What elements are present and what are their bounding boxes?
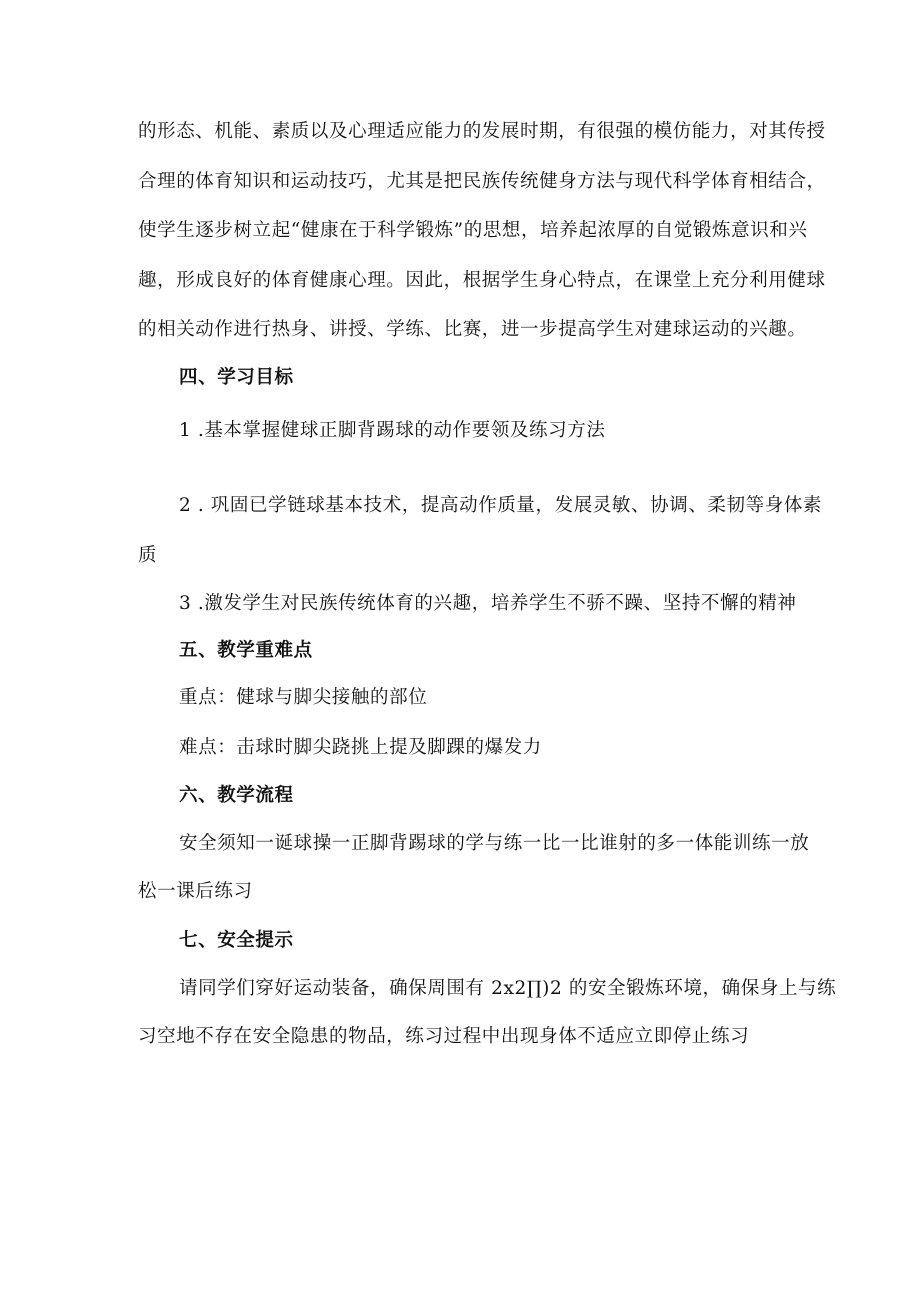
- paragraph-line: 趣，形成良好的体育健康心理。因此，根据学生身心特点，在课堂上充分利用健球: [138, 270, 826, 291]
- paragraph-line: 松一课后练习: [138, 881, 253, 902]
- paragraph-line: 合理的体育知识和运动技巧，尤其是把民族传统健身方法与现代科学体育相结合，: [138, 171, 826, 192]
- section-heading-teaching-flow: 六、教学流程: [179, 785, 294, 806]
- paragraph-line: 习空地不存在安全隐患的物品，练习过程中出现身体不适应立即停止练习: [138, 1026, 750, 1047]
- difficult-point-text: 难点：击球时脚尖跷挑上提及脚踝的爆发力: [179, 737, 542, 758]
- section-heading-learning-goals: 四、学习目标: [179, 367, 294, 388]
- list-item: 2 . 巩固已学链球基本技术，提高动作质量，发展灵敏、协调、柔韧等身体素: [179, 495, 823, 516]
- paragraph-line: 的相关动作进行热身、讲授、学练、比赛，进一步提高学生对建球运动的兴趣。: [138, 319, 807, 340]
- paragraph-line: 安全须知一诞球操一正脚背踢球的学与练一比一比谁射的多一体能训练一放: [179, 833, 810, 854]
- paragraph-line: 使学生逐步树立起“健康在于科学锻炼”的思想，培养起浓厚的自觉锻炼意识和兴: [138, 220, 808, 241]
- section-heading-key-points: 五、教学重难点: [179, 640, 313, 661]
- list-item-continuation: 质: [138, 545, 158, 566]
- paragraph-line: 的形态、机能、素质以及心理适应能力的发展时期，有很强的模仿能力，对其传授: [138, 121, 826, 142]
- list-item: 1 .基本掌握健球正脚背踢球的动作要领及练习方法: [179, 420, 606, 441]
- paragraph-line: 请同学们穿好运动装备，确保周围有 2x2∏)2 的安全锻炼环境，确保身上与练: [179, 978, 837, 999]
- list-item: 3 .激发学生对民族传统体育的兴趣，培养学生不骄不躁、坚持不懈的精神: [179, 593, 797, 614]
- section-heading-safety-tips: 七、安全提示: [179, 930, 294, 951]
- key-point-text: 重点：健球与脚尖接触的部位: [179, 687, 428, 708]
